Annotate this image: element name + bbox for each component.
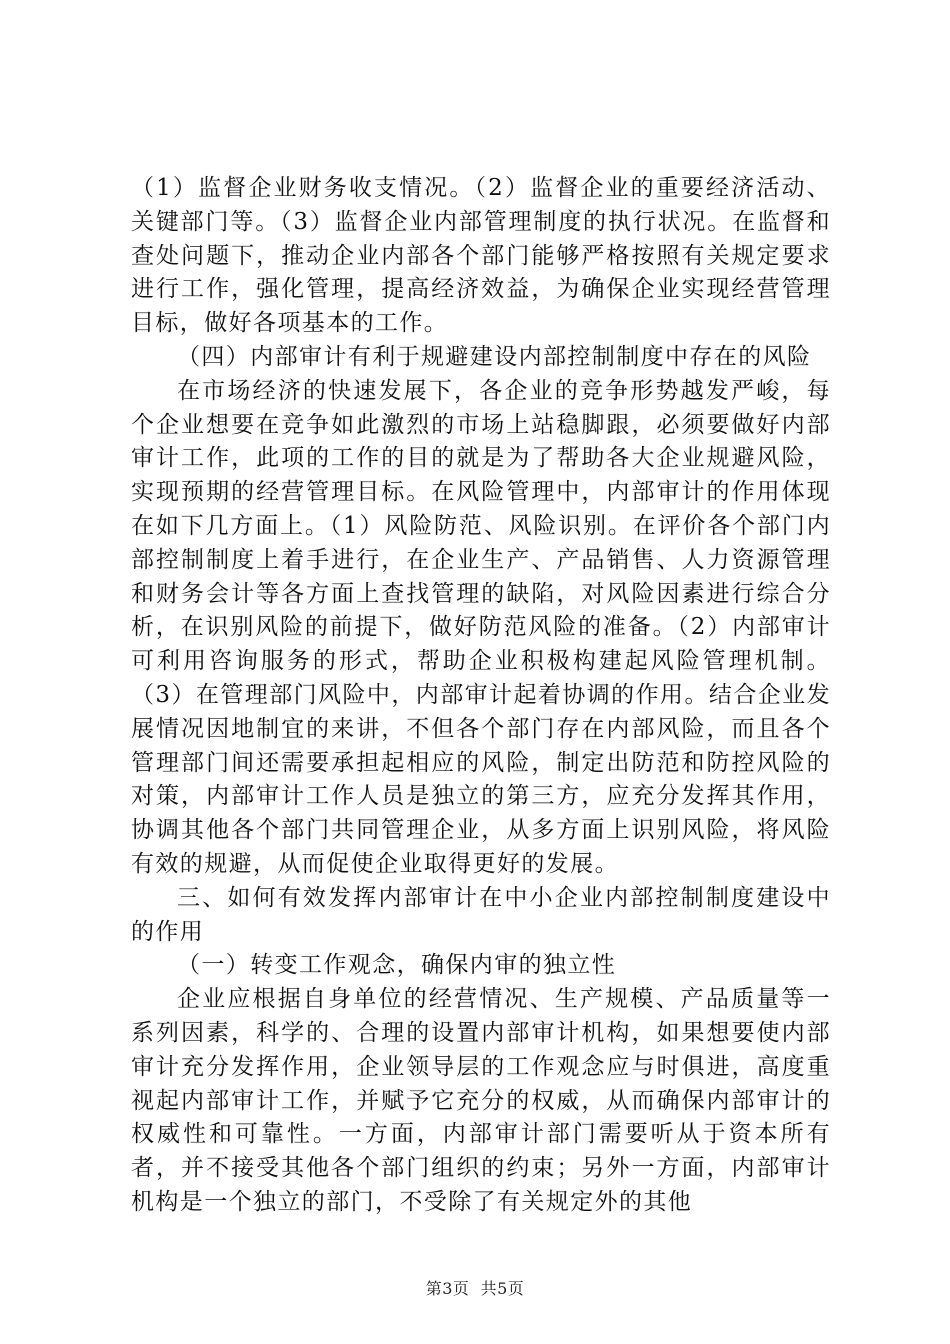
paragraph-risk-management: 在市场经济的快速发展下，各企业的竞争形势越发严峻，每个企业想要在竞争如此激烈的市场上站稳脚跟，必须要做好内部审计工作，此项的工作的目的就是为了帮助各大企业规避风险，实现预期的经营管理目标。在风险管理中，内部审计的作用体现在如下几方面上。（1）风险防范、风险识别。在评价各个部门内部控制制度上着手进行，在企业生产、产品销售、人力资源管理和财务会计等各方面上查找管理的缺陷，对风险因素进行综合分析，在识别风险的前提下，做好防范风险的准备。（2）内部审计可利用咨询服务的形式，帮助企业积极构建起风险管理机制。（3）在管理部门风险中，内部审计起着协调的作用。结合企业发展情况因地制宜的来讲，不但各个部门存在内部风险，而且各个管理部门间还需要承担起相应的风险，制定出防范和防控风险的对策，内部审计工作人员是独立的第三方，应充分发挥其作用，协调其他各个部门共同管理企业，从多方面上识别风险，将风险有效的规避，从而促使企业取得更好的发展。 [131, 377, 831, 877]
document-body [131, 172, 831, 1220]
page-footer [0, 1279, 950, 1299]
page-number-label: 第3页 共5页 [425, 1279, 525, 1298]
paragraph-supervision: （1）监督企业财务收支情况。（2）监督企业的重要经济活动、关键部门等。（3）监督企业内部管理制度的执行状况。在监督和查处问题下，推动企业内部各个部门能够严格按照有关规定要求进行工作，强化管理，提高经济效益，为确保企业实现经营管理目标，做好各项基本的工作。 [131, 175, 831, 337]
paragraph-independence: 企业应根据自身单位的经营情况、生产规模、产品质量等一系列因素，科学的、合理的设置内部审计机构，如果想要使内部审计充分发挥作用，企业领导层的工作观念应与时俱进，高度重视起内部审计工作，并赋予它充分的权威，从而确保内部审计的权威性和可靠性。一方面，内部审计部门需要听从于资本所有者，并不接受其他各个部门组织的约束；另外一方面，内部审计机构是一个独立的部门，不受除了有关规定外的其他 [131, 986, 831, 1215]
heading-section-4: （四）内部审计有利于规避建设内部控制制度中存在的风险 [177, 343, 812, 370]
heading-part-3: 三、如何有效发挥内部审计在中小企业内部控制制度建设中的作用 [131, 884, 831, 945]
heading-section-1: （一）转变工作观念，确保内审的独立性 [177, 952, 617, 979]
